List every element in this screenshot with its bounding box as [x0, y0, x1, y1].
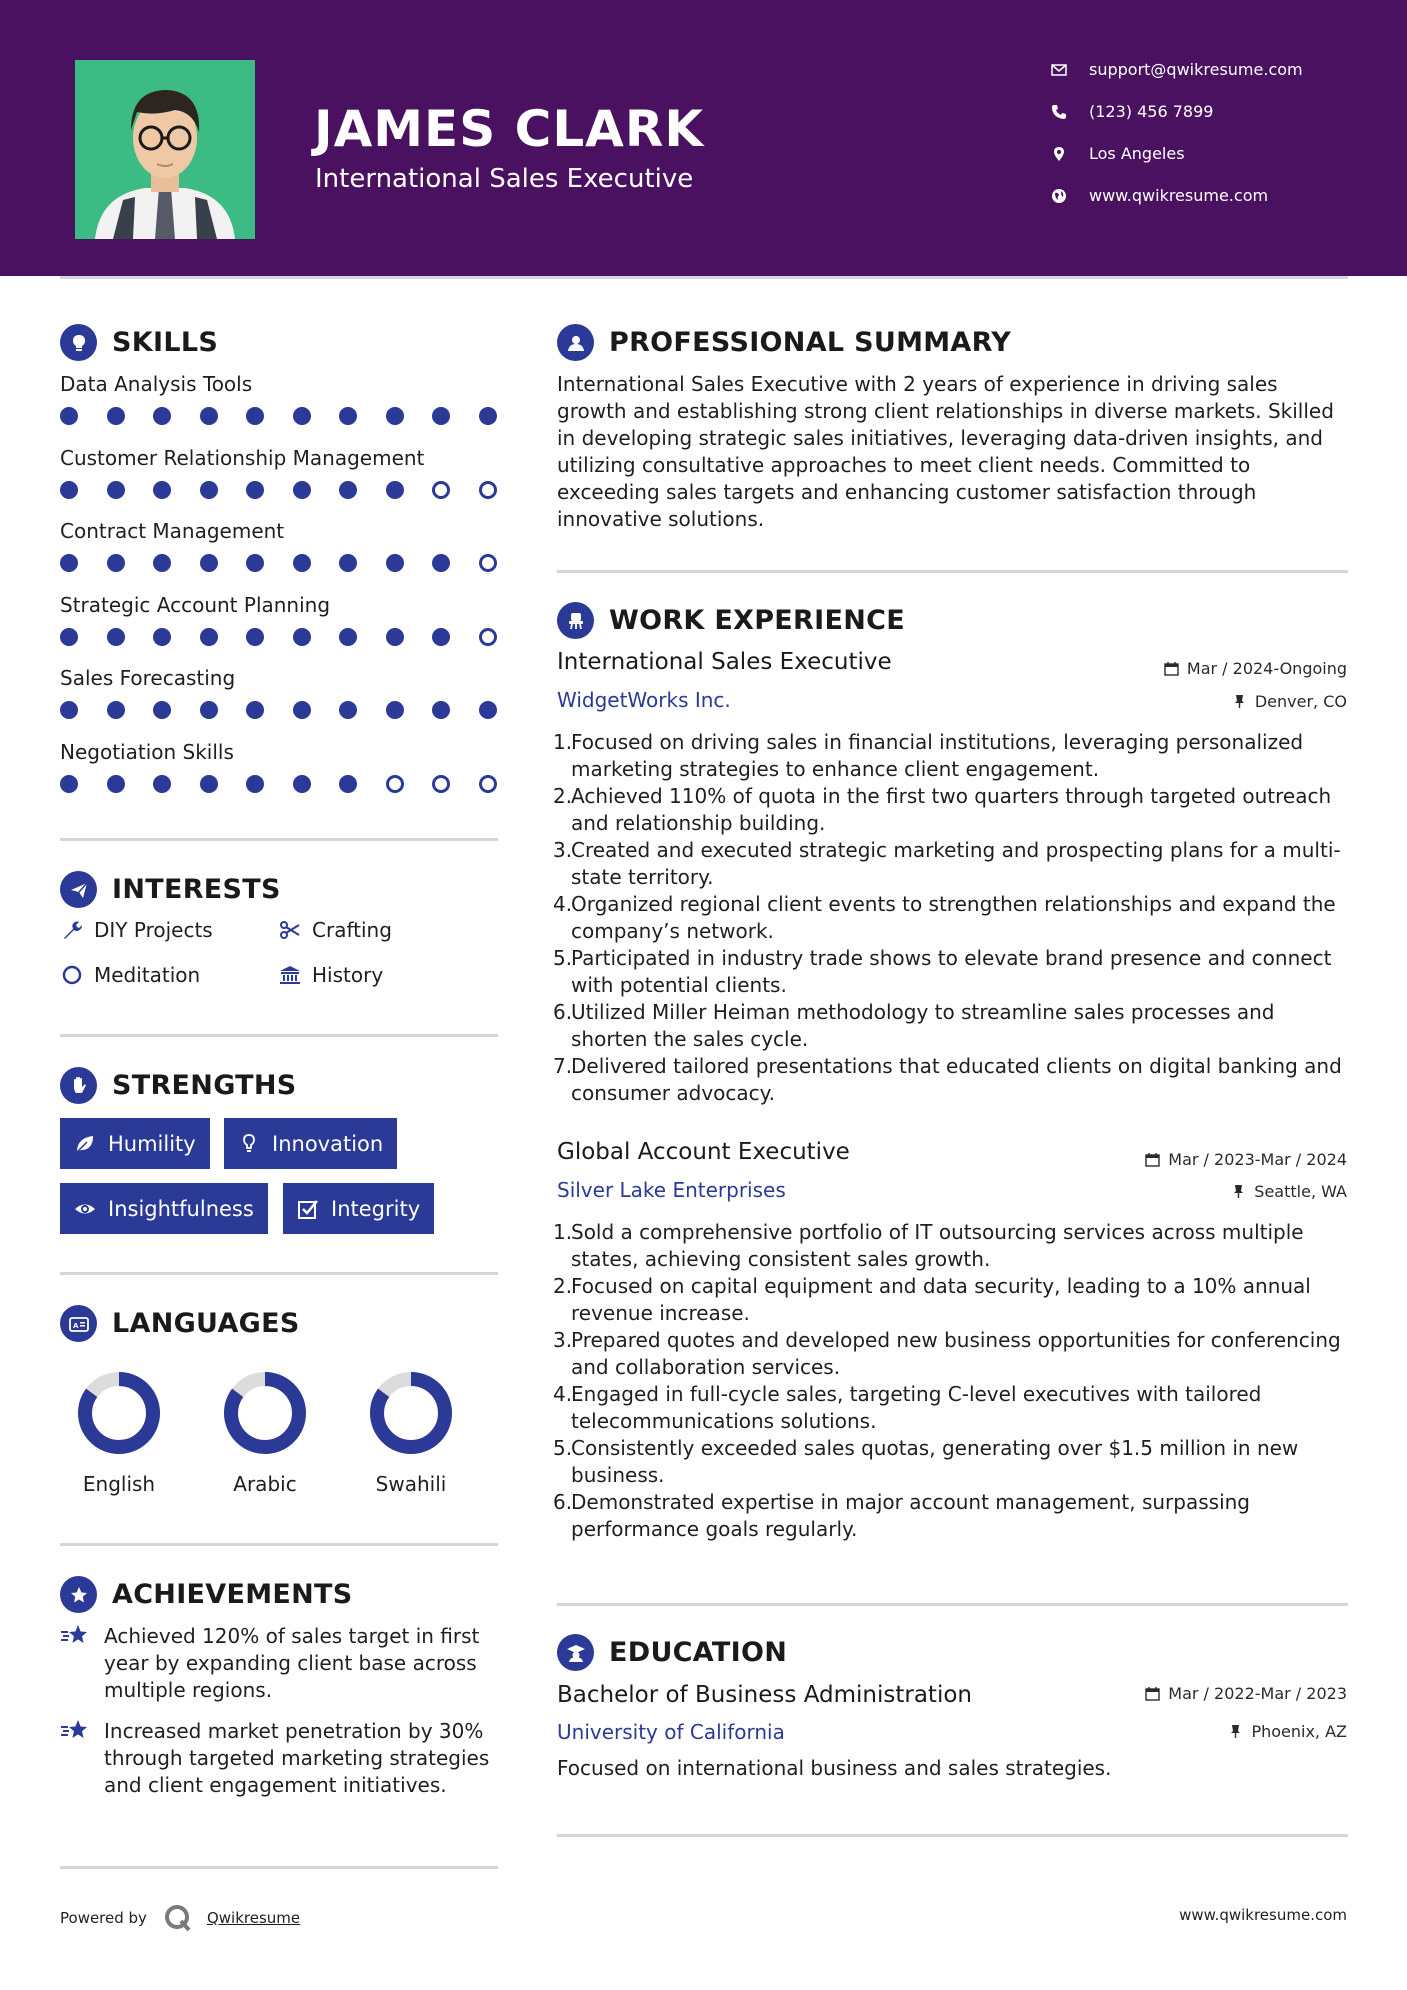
- school-name: University of California: [557, 1720, 785, 1744]
- job-location-text: Seattle, WA: [1254, 1182, 1347, 1201]
- skill-name: Negotiation Skills: [60, 739, 234, 764]
- globe-icon: [1051, 188, 1067, 204]
- bullet-text: Sold a comprehensive portfolio of IT outsourcing services across multiple states, achieving consistent sales growth.: [571, 1220, 1304, 1271]
- lightbulb-icon: [236, 1131, 262, 1157]
- skill-name: Customer Relationship Management: [60, 445, 425, 470]
- bullet-number: 5.: [553, 1436, 573, 1460]
- skills-divider: [60, 838, 498, 841]
- strengths-heading: [60, 1067, 297, 1104]
- qwikresume-logo-icon: [163, 1903, 193, 1933]
- interest-label: History: [312, 963, 384, 987]
- job-title: Global Account Executive: [557, 1139, 850, 1165]
- rating-dot-filled: [153, 481, 171, 499]
- job-bullets: [553, 1219, 1347, 1543]
- language-item: [210, 1370, 320, 1496]
- education-dates: [1145, 1684, 1347, 1703]
- bullet-number: 1.: [553, 1220, 573, 1244]
- rating-dot-filled: [386, 554, 404, 572]
- contact-phone[interactable]: [1051, 102, 1213, 121]
- job-location: [1232, 692, 1347, 711]
- bullet-text: Engaged in full-cycle sales, targeting C-level executives with tailored telecommunications solutions.: [571, 1382, 1262, 1433]
- job-dates: [1164, 659, 1347, 678]
- achievement-item: [60, 1718, 500, 1799]
- contact-website[interactable]: [1051, 186, 1268, 205]
- rating-dot-filled: [107, 775, 125, 793]
- experience-divider: [557, 1603, 1348, 1606]
- bullet-number: 6.: [553, 1000, 573, 1024]
- rating-dot-filled: [153, 407, 171, 425]
- rating-dot-filled: [153, 628, 171, 646]
- job-bullet: [553, 891, 1347, 945]
- company-name: WidgetWorks Inc.: [557, 688, 731, 712]
- achievements-title: ACHIEVEMENTS: [112, 1579, 353, 1610]
- leaf-icon: [72, 1131, 98, 1157]
- interest-item: [278, 963, 383, 987]
- rating-dot-filled: [339, 554, 357, 572]
- skill-name: Contract Management: [60, 519, 285, 543]
- summary-text: International Sales Executive with 2 years of experience in driving sales growth and establishing strong client relationships in diverse markets. Skilled in developing strategic sales initiatives, leveraging data-driven insights, and utilizing consultative approaches to meet client needs. Committed to exceeding sales targets and enhancing customer satisfaction through innovative solutions.: [557, 372, 1334, 531]
- eye-icon: [72, 1196, 98, 1222]
- rating-dot-filled: [246, 481, 264, 499]
- interest-item: [60, 963, 200, 987]
- bullet-text: Demonstrated expertise in major account management, surpassing performance goals regularly.: [571, 1490, 1250, 1541]
- rating-dot-filled: [200, 481, 218, 499]
- bullet-text: Delivered tailored presentations that educated clients on digital banking and consumer advocacy.: [571, 1054, 1342, 1105]
- language-name: English: [82, 1472, 156, 1496]
- star-icon: [60, 1718, 92, 1745]
- rating-dot-filled: [293, 628, 311, 646]
- contact-website-text: www.qwikresume.com: [1089, 186, 1269, 205]
- map-pin-icon: [1051, 146, 1067, 162]
- bullet-number: 3.: [553, 1328, 573, 1352]
- calendar-icon: [1164, 661, 1179, 676]
- rating-dot-filled: [432, 701, 450, 719]
- job-location-text: Denver, CO: [1254, 692, 1347, 711]
- education-location: [1228, 1722, 1347, 1741]
- rating-dot-filled: [386, 628, 404, 646]
- skill-rating: [60, 554, 498, 574]
- contact-phone-text: (123) 456 7899: [1089, 102, 1214, 121]
- strength-tag: [60, 1118, 210, 1169]
- scissors-icon: [278, 918, 302, 942]
- rating-dot-empty: [479, 775, 497, 793]
- education-heading: [557, 1634, 787, 1671]
- pushpin-icon: [1232, 694, 1247, 709]
- language-card-icon: [60, 1305, 97, 1342]
- job-bullet: [553, 945, 1347, 999]
- rating-dot-filled: [339, 628, 357, 646]
- job-bullet: [553, 999, 1347, 1053]
- job-location: [1231, 1182, 1347, 1201]
- rating-dot-filled: [153, 775, 171, 793]
- language-item: [64, 1370, 174, 1496]
- rating-dot-filled: [293, 407, 311, 425]
- footer-url[interactable]: www.qwikresume.com: [1179, 1906, 1347, 1924]
- job-dates-text: Mar / 2023-Mar / 2024: [1168, 1150, 1347, 1169]
- achievement-text: Achieved 120% of sales target in first year by expanding client base across multiple regions.: [104, 1624, 480, 1702]
- education-divider: [557, 1834, 1348, 1837]
- language-donut: [368, 1370, 454, 1456]
- bullet-number: 2.: [553, 1274, 573, 1298]
- rating-dot-filled: [293, 775, 311, 793]
- bullet-text: Focused on driving sales in financial institutions, leveraging personalized marketing strategies to enhance client engagement.: [571, 730, 1304, 781]
- pushpin-icon: [1231, 1184, 1246, 1199]
- skill-rating: [60, 481, 498, 501]
- interests-divider: [60, 1034, 498, 1037]
- bullet-number: 6.: [553, 1490, 573, 1514]
- bullet-text: Prepared quotes and developed new business opportunities for conferencing and collaboration services.: [571, 1328, 1341, 1379]
- rating-dot-filled: [60, 628, 78, 646]
- rating-dot-empty: [432, 775, 450, 793]
- job-bullet: [553, 1273, 1347, 1327]
- rating-dot-filled: [246, 407, 264, 425]
- candidate-title: International Sales Executive: [315, 164, 694, 194]
- strength-label: Integrity: [331, 1196, 421, 1221]
- strength-label: Innovation: [272, 1131, 384, 1156]
- star-icon: [60, 1623, 92, 1650]
- rating-dot-empty: [386, 775, 404, 793]
- bullet-text: Created and executed strategic marketing and prospecting plans for a multi-state territory.: [571, 838, 1341, 889]
- skill-name: Sales Forecasting: [60, 666, 236, 690]
- job-bullet: [553, 1435, 1347, 1489]
- strength-label: Humility: [108, 1131, 196, 1156]
- summary-heading: [557, 324, 1011, 361]
- bullet-text: Utilized Miller Heiman methodology to streamline sales processes and shorten the sales cycle.: [571, 1000, 1275, 1051]
- skill-rating: [60, 775, 498, 795]
- job-title: International Sales Executive: [557, 649, 892, 675]
- rating-dot-filled: [339, 481, 357, 499]
- rating-dot-filled: [60, 554, 78, 572]
- job-bullet: [553, 1219, 1347, 1273]
- language-item: [356, 1370, 466, 1496]
- language-name: Swahili: [375, 1472, 447, 1496]
- contact-email-text: support@qwikresume.com: [1089, 60, 1303, 79]
- rating-dot-filled: [386, 701, 404, 719]
- interests-heading: [60, 871, 281, 908]
- rating-dot-filled: [479, 701, 497, 719]
- contact-email[interactable]: [1051, 60, 1303, 79]
- bullet-text: Achieved 110% of quota in the first two quarters through targeted outreach and relationship building.: [571, 784, 1332, 835]
- job-dates: [1145, 1150, 1347, 1169]
- skill-name: Strategic Account Planning: [60, 592, 331, 617]
- rating-dot-filled: [339, 407, 357, 425]
- resume-header: [0, 0, 1407, 276]
- rating-dot-empty: [479, 481, 497, 499]
- skills-title: SKILLS: [112, 327, 219, 358]
- rating-dot-filled: [153, 554, 171, 572]
- calendar-icon: [1145, 1152, 1160, 1167]
- job-bullet: [553, 1489, 1347, 1543]
- degree-name: Bachelor of Business Administration: [557, 1682, 972, 1708]
- bullet-number: 2.: [553, 784, 573, 808]
- rating-dot-filled: [246, 701, 264, 719]
- university-icon: [278, 963, 302, 987]
- strength-tag: [283, 1183, 434, 1234]
- rating-dot-filled: [293, 554, 311, 572]
- rating-dot-empty: [479, 554, 497, 572]
- bullet-number: 4.: [553, 892, 573, 916]
- rating-dot-empty: [479, 628, 497, 646]
- svg-text:A: A: [72, 1321, 78, 1330]
- contact-location-text: Los Angeles: [1089, 144, 1185, 163]
- pushpin-icon: [1228, 1724, 1243, 1739]
- job-bullets: [553, 729, 1347, 1107]
- bullet-number: 1.: [553, 730, 573, 754]
- bullet-number: 7.: [553, 1054, 573, 1078]
- job-dates-text: Mar / 2024-Ongoing: [1186, 659, 1347, 678]
- rating-dot-filled: [200, 701, 218, 719]
- education-location-text: Phoenix, AZ: [1251, 1722, 1347, 1741]
- education-description: Focused on international business and sales strategies.: [557, 1756, 1112, 1780]
- rating-dot-filled: [60, 775, 78, 793]
- language-name: Arabic: [233, 1472, 297, 1496]
- education-title: EDUCATION: [609, 1637, 788, 1668]
- chair-icon: [557, 602, 594, 639]
- rating-dot-filled: [107, 554, 125, 572]
- rating-dot-filled: [432, 628, 450, 646]
- rating-dot-filled: [107, 481, 125, 499]
- interest-item: [278, 918, 392, 942]
- circle-icon: [60, 963, 84, 987]
- graduate-icon: [557, 1634, 594, 1671]
- skills-heading: [60, 324, 218, 361]
- envelope-icon: [1051, 62, 1067, 78]
- summary-title: PROFESSIONAL SUMMARY: [609, 327, 1012, 358]
- rating-dot-filled: [60, 407, 78, 425]
- languages-divider: [60, 1543, 498, 1546]
- rating-dot-filled: [432, 554, 450, 572]
- star-badge-icon: [60, 1576, 97, 1613]
- rating-dot-filled: [479, 407, 497, 425]
- phone-icon: [1051, 104, 1067, 120]
- bullet-number: 5.: [553, 946, 573, 970]
- language-donut: [222, 1370, 308, 1456]
- rating-dot-filled: [200, 628, 218, 646]
- rating-dot-filled: [107, 628, 125, 646]
- job-bullet: [553, 1327, 1347, 1381]
- user-icon: [557, 324, 594, 361]
- experience-title: WORK EXPERIENCE: [609, 605, 905, 636]
- experience-heading: [557, 602, 905, 639]
- bullet-number: 3.: [553, 838, 573, 862]
- rating-dot-filled: [246, 554, 264, 572]
- job-bullet: [553, 1381, 1347, 1435]
- interest-label: Crafting: [312, 918, 392, 942]
- bullet-text: Consistently exceeded sales quotas, generating over $1.5 million in new business.: [571, 1436, 1299, 1487]
- strengths-divider: [60, 1272, 498, 1275]
- languages-heading: [60, 1305, 300, 1342]
- rating-dot-filled: [246, 628, 264, 646]
- job-bullet: [553, 837, 1347, 891]
- rating-dot-filled: [107, 701, 125, 719]
- interest-label: DIY Projects: [94, 918, 213, 942]
- strength-label: Insightfulness: [108, 1196, 254, 1221]
- lightbulb-icon: [60, 324, 97, 361]
- summary-divider: [557, 570, 1348, 573]
- rating-dot-filled: [339, 775, 357, 793]
- candidate-name: JAMES CLARK: [314, 100, 705, 158]
- interest-label: Meditation: [94, 963, 201, 987]
- job-bullet: [553, 1053, 1347, 1107]
- rating-dot-filled: [153, 701, 171, 719]
- rating-dot-filled: [60, 481, 78, 499]
- strength-tag: [224, 1118, 397, 1169]
- job-bullet: [553, 729, 1347, 783]
- strength-tag: [60, 1183, 268, 1234]
- rating-dot-filled: [386, 481, 404, 499]
- bullet-number: 4.: [553, 1382, 573, 1406]
- powered-by-label: Powered by: [60, 1909, 147, 1927]
- skill-rating: [60, 701, 498, 721]
- bullet-text: Organized regional client events to strengthen relationships and expand the company’s network.: [571, 892, 1336, 943]
- header-divider: [60, 276, 1348, 279]
- bullet-text: Focused on capital equipment and data security, leading to a 10% annual revenue increase.: [571, 1274, 1311, 1325]
- paper-plane-icon: [60, 871, 97, 908]
- rating-dot-filled: [246, 775, 264, 793]
- profile-photo: [75, 60, 255, 239]
- powered-by: [60, 1903, 300, 1933]
- rating-dot-filled: [386, 407, 404, 425]
- wrench-icon: [60, 918, 84, 942]
- rating-dot-filled: [293, 481, 311, 499]
- skill-rating: [60, 628, 498, 648]
- job-bullet: [553, 783, 1347, 837]
- skill-name: Data Analysis Tools: [60, 372, 253, 396]
- rating-dot-filled: [293, 701, 311, 719]
- contact-location: [1051, 144, 1185, 163]
- rating-dot-filled: [200, 407, 218, 425]
- rating-dot-empty: [432, 481, 450, 499]
- achievements-heading: [60, 1576, 353, 1613]
- interests-title: INTERESTS: [112, 874, 281, 905]
- hand-icon: [60, 1067, 97, 1104]
- check-square-icon: [295, 1196, 321, 1222]
- bullet-text: Participated in industry trade shows to elevate brand presence and connect with potential clients.: [571, 946, 1332, 997]
- interest-item: [60, 918, 213, 942]
- education-dates-text: Mar / 2022-Mar / 2023: [1168, 1684, 1347, 1703]
- rating-dot-filled: [107, 407, 125, 425]
- rating-dot-filled: [200, 554, 218, 572]
- rating-dot-filled: [432, 407, 450, 425]
- rating-dot-filled: [200, 775, 218, 793]
- achievement-item: [60, 1623, 500, 1704]
- achievement-text: Increased market penetration by 30% through targeted marketing strategies and client engagement initiatives.: [104, 1719, 490, 1797]
- languages-title: LANGUAGES: [112, 1308, 300, 1339]
- company-name: Silver Lake Enterprises: [557, 1178, 786, 1202]
- achievements-divider: [60, 1866, 498, 1869]
- brand-link[interactable]: Qwikresume: [206, 1909, 301, 1927]
- skill-rating: [60, 407, 498, 427]
- calendar-icon: [1145, 1686, 1160, 1701]
- rating-dot-filled: [60, 701, 78, 719]
- language-donut: [76, 1370, 162, 1456]
- rating-dot-filled: [339, 701, 357, 719]
- strengths-title: STRENGTHS: [112, 1070, 297, 1101]
